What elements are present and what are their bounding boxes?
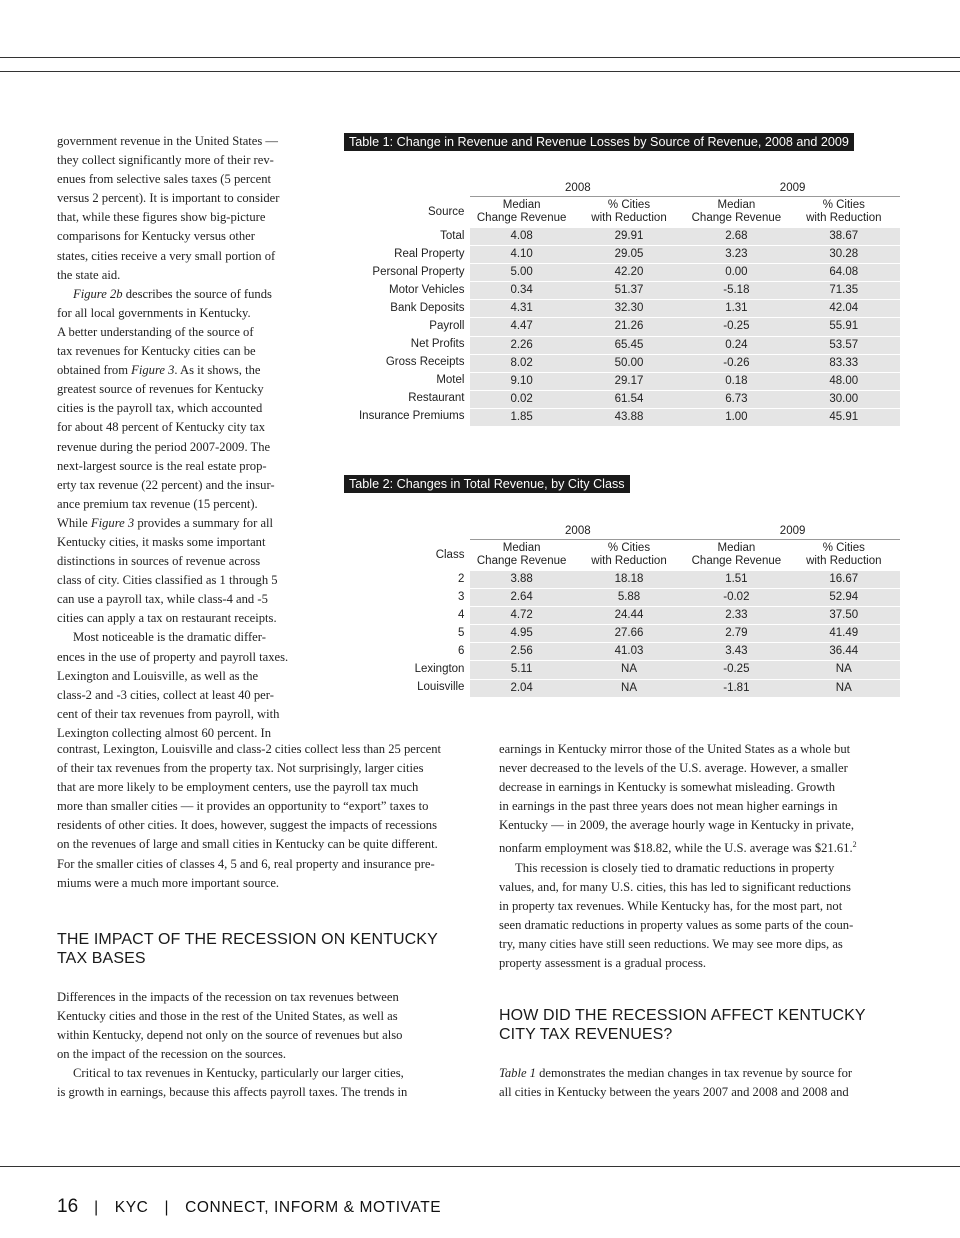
table-2-cell: -1.81 [685,679,787,697]
table-1-year-2009: 2009 [685,180,900,197]
table-2-cell: 2.64 [470,588,572,606]
table-2-row-label: 6 [458,644,465,657]
table-2-row-label: 4 [458,608,465,621]
table-2-cell: 52.94 [788,588,900,606]
table-1-cell: 8.02 [470,354,572,372]
table-1-cell: 4.10 [470,245,572,263]
table-2-cell: 24.44 [573,606,685,624]
footer-separator: | [164,1199,170,1216]
page-footer [57,1196,441,1218]
table-1-cell: 9.10 [470,372,572,390]
footnote-marker: 2 [852,840,857,850]
table-1-row [340,408,900,426]
table-1-row-label: Restaurant [408,392,465,405]
table-1-cell: 4.47 [470,317,572,335]
table-1-cell: 61.54 [573,390,685,408]
table-2-cell: 18.18 [573,570,685,588]
table-2-cell: 2.04 [470,679,572,697]
figure-2b-ref: Figure 2b [73,286,123,301]
table-1-cell: 71.35 [788,281,900,299]
table-1-row-label: Bank Deposits [390,301,465,314]
table-2-cell: 27.66 [573,624,685,642]
table-1-cell: 30.00 [788,390,900,408]
table-1-cell: 21.26 [573,317,685,335]
table-2-cell: -0.25 [685,660,787,678]
table-1-cell: 29.17 [573,372,685,390]
table-1-cell: 42.20 [573,263,685,281]
table-1-cell: 4.08 [470,227,572,245]
table-1-cell: 2.26 [470,336,572,354]
table-1-cell: 83.33 [788,354,900,372]
table-2-col-pct-2008: % Cities with Reduction [591,542,667,567]
how-recession-text: Table 1 demonstrates the median changes in tax revenue by source for all cities in Kentucky between the years 2007 and 2008 and 2008 and [499,1066,853,1100]
table-1-cell: -5.18 [685,281,787,299]
table-1-row-label: Total [440,229,465,242]
page-number: 16 [57,1196,79,1217]
table-1-row-label: Motor Vehicles [389,283,465,296]
table-1-row-label: Net Profits [410,338,465,351]
table-1-cell: 0.00 [685,263,787,281]
table-2-row [340,570,900,588]
table-1-row [340,281,900,299]
table-2-row [340,624,900,642]
footer-separator: | [94,1199,99,1216]
table-1-cell: 45.91 [788,408,900,426]
right-column-text: earnings in Kentucky mirror those of the United States as a whole but never decreased to the levels of the U.S. average. However, a smaller decrease in earnings in Kentucky is somewhat misleading. Growth in earnings in the past three years does not mean higher earnings in Kentucky — in 2009, the average hourly wage in Kentucky in private, nonfarm employment was $18.82, while the U.S. average was $21.61.$^2$ This recession is closely tied to dramatic reductions in property values, and, for many U.S. cities, this has led to significant reductions in property tax revenues. While Kentucky has, for the most part, not seen dramatic reductions in property values as some parts of the coun- try, many cities have still seen reductions. We may see more dips, as property assessment is a gradual process. [499,742,857,971]
table-1-cell: 1.85 [470,408,572,426]
table-2-row [340,660,900,678]
header-rule-top [0,57,960,58]
heading-how-recession-affect: HOW DID THE RECESSION AFFECT KENTUCKY CITY TAX REVENUES? [499,1007,866,1043]
table-2-cell: 2.56 [470,642,572,660]
property-payroll-paragraph: Most noticeable is the dramatic differ- ences in the use of property and payroll taxes. Lexington and Louisville, as well as the class-2 and -3 cities, collect at least 40 per- cent of their tax revenues from payroll, with Lexington collecting almost 60 percent. In [57,630,289,740]
table-2 [340,523,900,697]
table-2-cell: 1.51 [685,570,787,588]
footer-org: KYC [114,1199,149,1216]
table-1-row-label: Insurance Premiums [358,410,465,423]
table-2-row-label: Louisville [417,681,465,694]
table-2-col-median-2008: Median Change Revenue [476,542,567,567]
table-1-row-label: Payroll [429,319,465,332]
table-2-cell: 2.79 [685,624,787,642]
table-2-cell: NA [573,660,685,678]
table-1-row-label: Personal Property [372,265,465,278]
table-1-cell: 32.30 [573,299,685,317]
footer-rule [0,1166,960,1167]
table-1-cell: 48.00 [788,372,900,390]
table-2-caption: Table 2: Changes in Total Revenue, by City Class [344,475,630,493]
table-2-col-pct-2009: % Cities with Reduction [806,542,882,567]
table-1-row-header: Source [428,205,465,218]
table-1-cell: -0.25 [685,317,787,335]
table-2-cell: NA [573,679,685,697]
table-2-year-2008: 2008 [470,523,685,540]
table-2-cell: 16.67 [788,570,900,588]
table-1-cell: 0.24 [685,336,787,354]
table-1-cell: 38.67 [788,227,900,245]
table-2-row [340,642,900,660]
table-2-cell: 36.44 [788,642,900,660]
figure-3-ref: Figure 3 [131,363,175,378]
table-1-row-label: Motel [436,374,465,387]
table-2-row-label: 3 [458,590,465,603]
table-1-cell: -0.26 [685,354,787,372]
table-2-row [340,588,900,606]
table-1-cell: 55.91 [788,317,900,335]
table-2-year-2009: 2009 [685,523,900,540]
table-1-cell: 1.31 [685,299,787,317]
table-1-cell: 2.68 [685,227,787,245]
table-1-cell: 51.37 [573,281,685,299]
table-2-cell: 5.88 [573,588,685,606]
table-1-col-median-2008: Median Change Revenue [476,199,567,224]
header-rule-bottom [0,71,960,72]
table-2-row-label: 2 [458,572,465,585]
table-1-row [340,372,900,390]
table-2-cell: NA [788,660,900,678]
heading-recession-impact: THE IMPACT OF THE RECESSION ON KENTUCKY TAX BASES [57,931,438,967]
table-1-cell: 4.31 [470,299,572,317]
table-1-row-label: Real Property [394,247,465,260]
table-1-cell: 0.02 [470,390,572,408]
table-1 [340,180,900,426]
table-1-cell: 3.23 [685,245,787,263]
table-1-row [340,245,900,263]
table-1-row-label: Gross Receipts [385,356,465,369]
table-1-cell: 65.45 [573,336,685,354]
table-1-cell: 30.28 [788,245,900,263]
table-1-cell: 0.18 [685,372,787,390]
table-1-col-pct-2008: % Cities with Reduction [591,199,667,224]
table-2-cell: 3.43 [685,642,787,660]
table-1-cell: 1.00 [685,408,787,426]
table-1-ref: Table 1 [499,1066,536,1080]
table-1-row [340,299,900,317]
footer-tagline: CONNECT, INFORM & MOTIVATE [185,1199,442,1216]
table-1-cell: 29.05 [573,245,685,263]
table-1-caption: Table 1: Change in Revenue and Revenue Losses by Source of Revenue, 2008 and 2009 [344,133,854,151]
intro-paragraph: government revenue in the United States — they collect significantly more of their rev- enues from selective sales taxes (5 percent versus 2 percent). It is important to consider that, while these figures show big-picture comparisons for Kentucky versus other states, cities receive a very small portion of the state aid. [57,134,280,282]
table-1-cell: 0.34 [470,281,572,299]
table-1-cell: 6.73 [685,390,787,408]
table-2-cell: 4.72 [470,606,572,624]
table-1-cell: 42.04 [788,299,900,317]
table-2-col-median-2009: Median Change Revenue [691,542,782,567]
figure-source-paragraph: Figure 2b describes the source of funds for all local governments in Kentucky. A better understanding of the source of tax revenues for Kentucky cities can be obtained from Figure 3. As it shows, the greatest source of revenues for Kentucky cities is the payroll tax, which accounted for about 48 percent of Kentucky city tax revenue during the period 2007-2009. The next-largest source is the real estate prop- erty tax revenue (22 percent) and the insur- ance premium tax revenue (15 percent). While Figure 3 provides a summary for all Kentucky cities, it masks some important distinctions in sources of revenue across class of city. Cities classified as 1 through 5 can use a payroll tax, while class-4 and -5 cities can apply a tax on restaurant receipts. [57,286,278,626]
table-1-row [340,354,900,372]
table-2-cell: 5.11 [470,660,572,678]
table-1-row [340,263,900,281]
table-2-row-header: Class [435,548,465,561]
table-2-row [340,606,900,624]
table-2-row [340,679,900,697]
table-1-cell: 29.91 [573,227,685,245]
table-1-row [340,317,900,335]
table-2-row-label: Lexington [414,662,465,675]
table-1-col-median-2009: Median Change Revenue [691,199,782,224]
figure-3-ref-b: Figure 3 [90,515,135,530]
table-1-cell: 53.57 [788,336,900,354]
table-1-cell: 50.00 [573,354,685,372]
table-1-col-pct-2009: % Cities with Reduction [806,199,882,224]
table-2-cell: NA [788,679,900,697]
table-2-row-label: 5 [458,626,465,639]
table-1-cell: 43.88 [573,408,685,426]
table-2-cell: 41.49 [788,624,900,642]
table-2-cell: -0.02 [685,588,787,606]
table-1-row [340,336,900,354]
table-1-row [340,227,900,245]
recession-impact-text: Differences in the impacts of the recession on tax revenues between Kentucky cities and those in the rest of the United States, as well as within Kentucky, depend not only on the source of revenues but also on the impact of the recession on the sources. Critical to tax revenues in Kentucky, particularly our larger cities, is growth in earnings, because this affects payroll taxes. The trends in [57,990,408,1100]
table-2-cell: 4.95 [470,624,572,642]
table-2-cell: 2.33 [685,606,787,624]
table-2-cell: 41.03 [573,642,685,660]
table-1-cell: 5.00 [470,263,572,281]
table-1-year-2008: 2008 [470,180,685,197]
wide-paragraph-continuation: contrast, Lexington, Louisville and class-2 cities collect less than 25 percent of their tax revenues from the property tax. Not surprisingly, larger cities that are more likely to be employment centers, use the payroll tax much more than smaller cities — it provides an opportunity to “export” taxes to residents of other cities. It does, however, suggest the impacts of recessions on the revenues of large and small cities in Kentucky can be quite different. For the smaller cities of classes 4, 5 and 6, real property and insurance pre- miums were a much more important source. [57,742,441,890]
table-2-cell: 37.50 [788,606,900,624]
table-2-cell: 3.88 [470,570,572,588]
left-column-text [57,132,347,743]
table-1-cell: 64.08 [788,263,900,281]
table-1-row [340,390,900,408]
